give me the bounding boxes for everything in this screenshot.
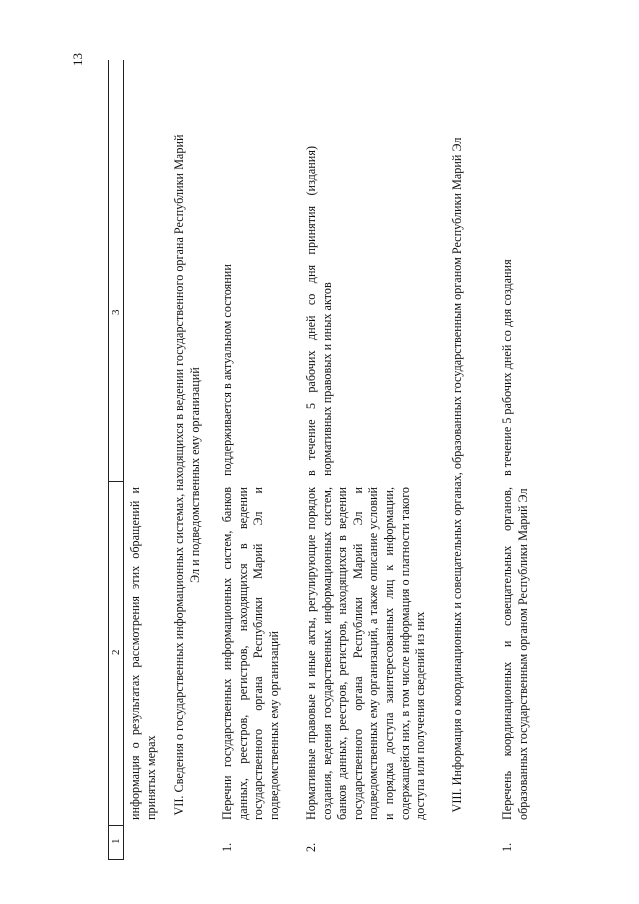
header-col-2: 2 — [110, 649, 122, 655]
item-deadline: поддерживается в актуальном состоянии — [220, 264, 234, 476]
table-header — [108, 60, 124, 860]
item-deadline: в течение 5 рабочих дней со дня создания — [500, 259, 514, 476]
item-description: Перечни государственных информационных систем, банков данных, реестров, регистров, находящихся в ведении государственного органа Республики Марий Эл и подведомственных ему организаций — [220, 487, 281, 820]
item-number: 2. — [304, 842, 318, 852]
row-text: информация о результатах рассмотрения этих обращений и принятых мерах — [128, 487, 158, 820]
section-title: VII. Сведения о государственных информационных системах, находящихся в ведении государственного органа Республики Марий Эл и подведомственных ему организаций — [172, 134, 202, 816]
item-description: Перечень координационных и совещательных органов, образованных государственным органом Республики Марий Эл — [500, 487, 530, 820]
item-number: 1. — [220, 842, 234, 852]
item-number: 1. — [500, 842, 514, 852]
page-number: 13 — [70, 53, 85, 66]
header-col-3: 3 — [110, 309, 122, 315]
header-col-1: 1 — [110, 838, 122, 844]
item-deadline: в течение 5 рабочих дней со дня принятия (издания) нормативных правовых и иных актов — [304, 146, 334, 476]
document-table — [108, 60, 548, 860]
section-title: VIII. Информация о координационных и совещательных органах, образованных государственным органом Республики Марий Эл — [450, 137, 464, 813]
item-description: Нормативные правовые и иные акты, регулирующие порядок создания, ведения государственных информационных систем, банков данных, реестров, регистров, находящихся в ведении государственного органа Республики Марий Эл и подведомственных ему организаций, а также описание условий и порядка доступа заинтересованных лиц к информации, содержащейся них, в том числе информация о платности такого доступа или получения сведений из них — [304, 487, 428, 820]
